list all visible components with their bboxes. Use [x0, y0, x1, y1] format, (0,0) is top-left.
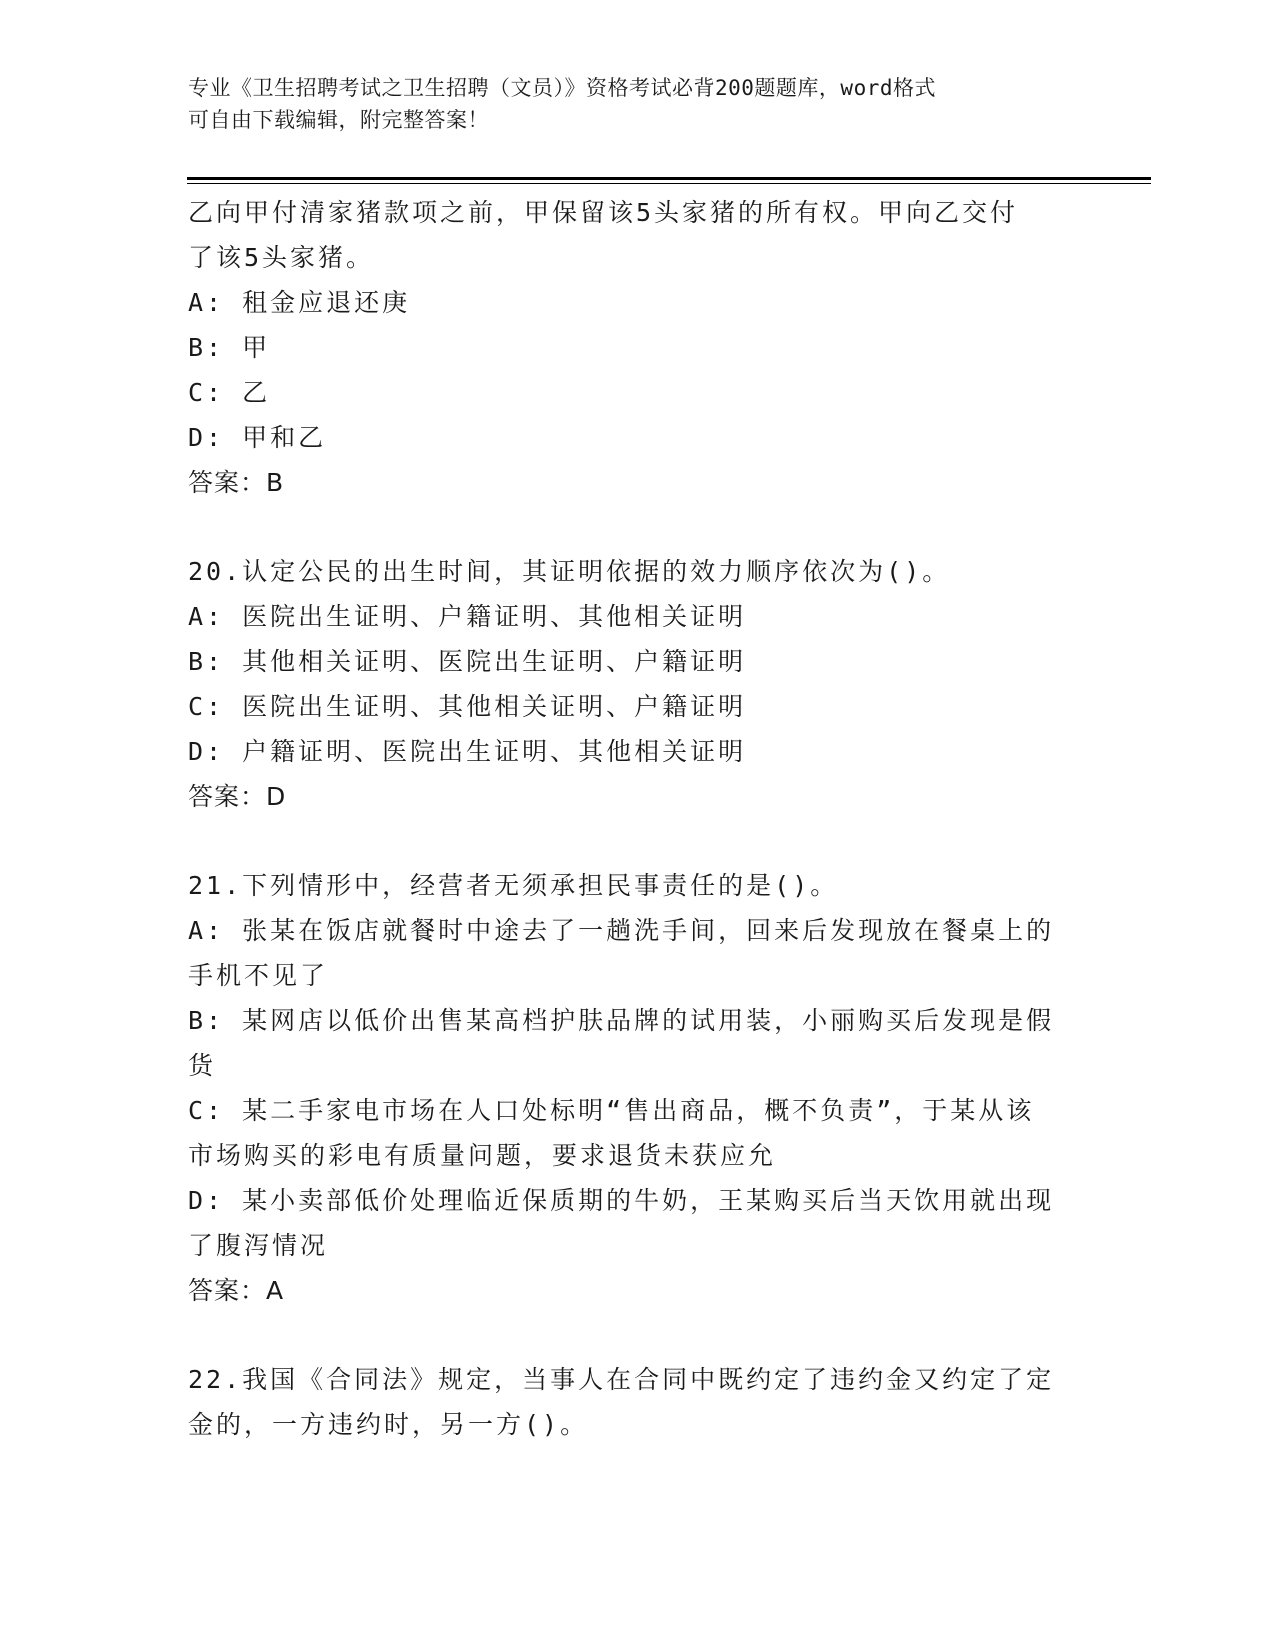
question-19-continued — [188, 190, 1088, 505]
question-stem-line: 了该5头家猪。 — [188, 243, 375, 272]
document-header — [188, 72, 1068, 136]
option-c-continued: 市场购买的彩电有质量问题，要求退货未获应允 — [188, 1141, 777, 1170]
option-b: B: 甲 — [188, 333, 271, 362]
answer-label: 答案：A — [188, 1276, 285, 1305]
option-b-continued: 货 — [188, 1051, 217, 1080]
question-stem-line: 乙向甲付清家猪款项之前，甲保留该5头家猪的所有权。甲向乙交付 — [188, 198, 1019, 227]
question-content — [188, 190, 1088, 1447]
option-c: C: 某二手家电市场在人口处标明“售出商品，概不负责”，于某从该 — [188, 1096, 1035, 1125]
option-c: C: 医院出生证明、其他相关证明、户籍证明 — [188, 692, 747, 721]
option-b: B: 某网店以低价出售某高档护肤品牌的试用装，小丽购买后发现是假 — [188, 1006, 1055, 1035]
option-a: A: 医院出生证明、户籍证明、其他相关证明 — [188, 602, 747, 631]
header-divider-thick — [187, 177, 1151, 180]
question-stem-line: 20.认定公民的出生时间，其证明依据的效力顺序依次为()。 — [188, 557, 951, 586]
option-a: A: 张某在饭店就餐时中途去了一趟洗手间，回来后发现放在餐桌上的 — [188, 916, 1055, 945]
answer-label: 答案：B — [188, 468, 285, 497]
question-20 — [188, 549, 1088, 819]
option-d-continued: 了腹泻情况 — [188, 1231, 329, 1260]
header-title-line-2: 可自由下载编辑，附完整答案！ — [188, 108, 489, 132]
option-d: D: 某小卖部低价处理临近保质期的牛奶，王某购买后当天饮用就出现 — [188, 1186, 1055, 1215]
question-21 — [188, 863, 1088, 1313]
option-b: B: 其他相关证明、医院出生证明、户籍证明 — [188, 647, 747, 676]
question-stem-line: 21.下列情形中，经营者无须承担民事责任的是()。 — [188, 871, 839, 900]
question-22 — [188, 1357, 1088, 1447]
option-d: D: 户籍证明、医院出生证明、其他相关证明 — [188, 737, 747, 766]
question-stem-line: 金的，一方违约时，另一方()。 — [188, 1410, 589, 1439]
question-stem-line: 22.我国《合同法》规定，当事人在合同中既约定了违约金又约定了定 — [188, 1365, 1055, 1394]
header-divider-thin — [187, 183, 1151, 184]
option-a-continued: 手机不见了 — [188, 961, 329, 990]
option-c: C: 乙 — [188, 378, 271, 407]
answer-label: 答案：D — [188, 782, 287, 811]
option-a: A: 租金应退还庚 — [188, 288, 411, 317]
option-d: D: 甲和乙 — [188, 423, 327, 452]
header-title-line-1: 专业《卫生招聘考试之卫生招聘（文员）》资格考试必背200题题库，word格式 — [188, 76, 936, 100]
